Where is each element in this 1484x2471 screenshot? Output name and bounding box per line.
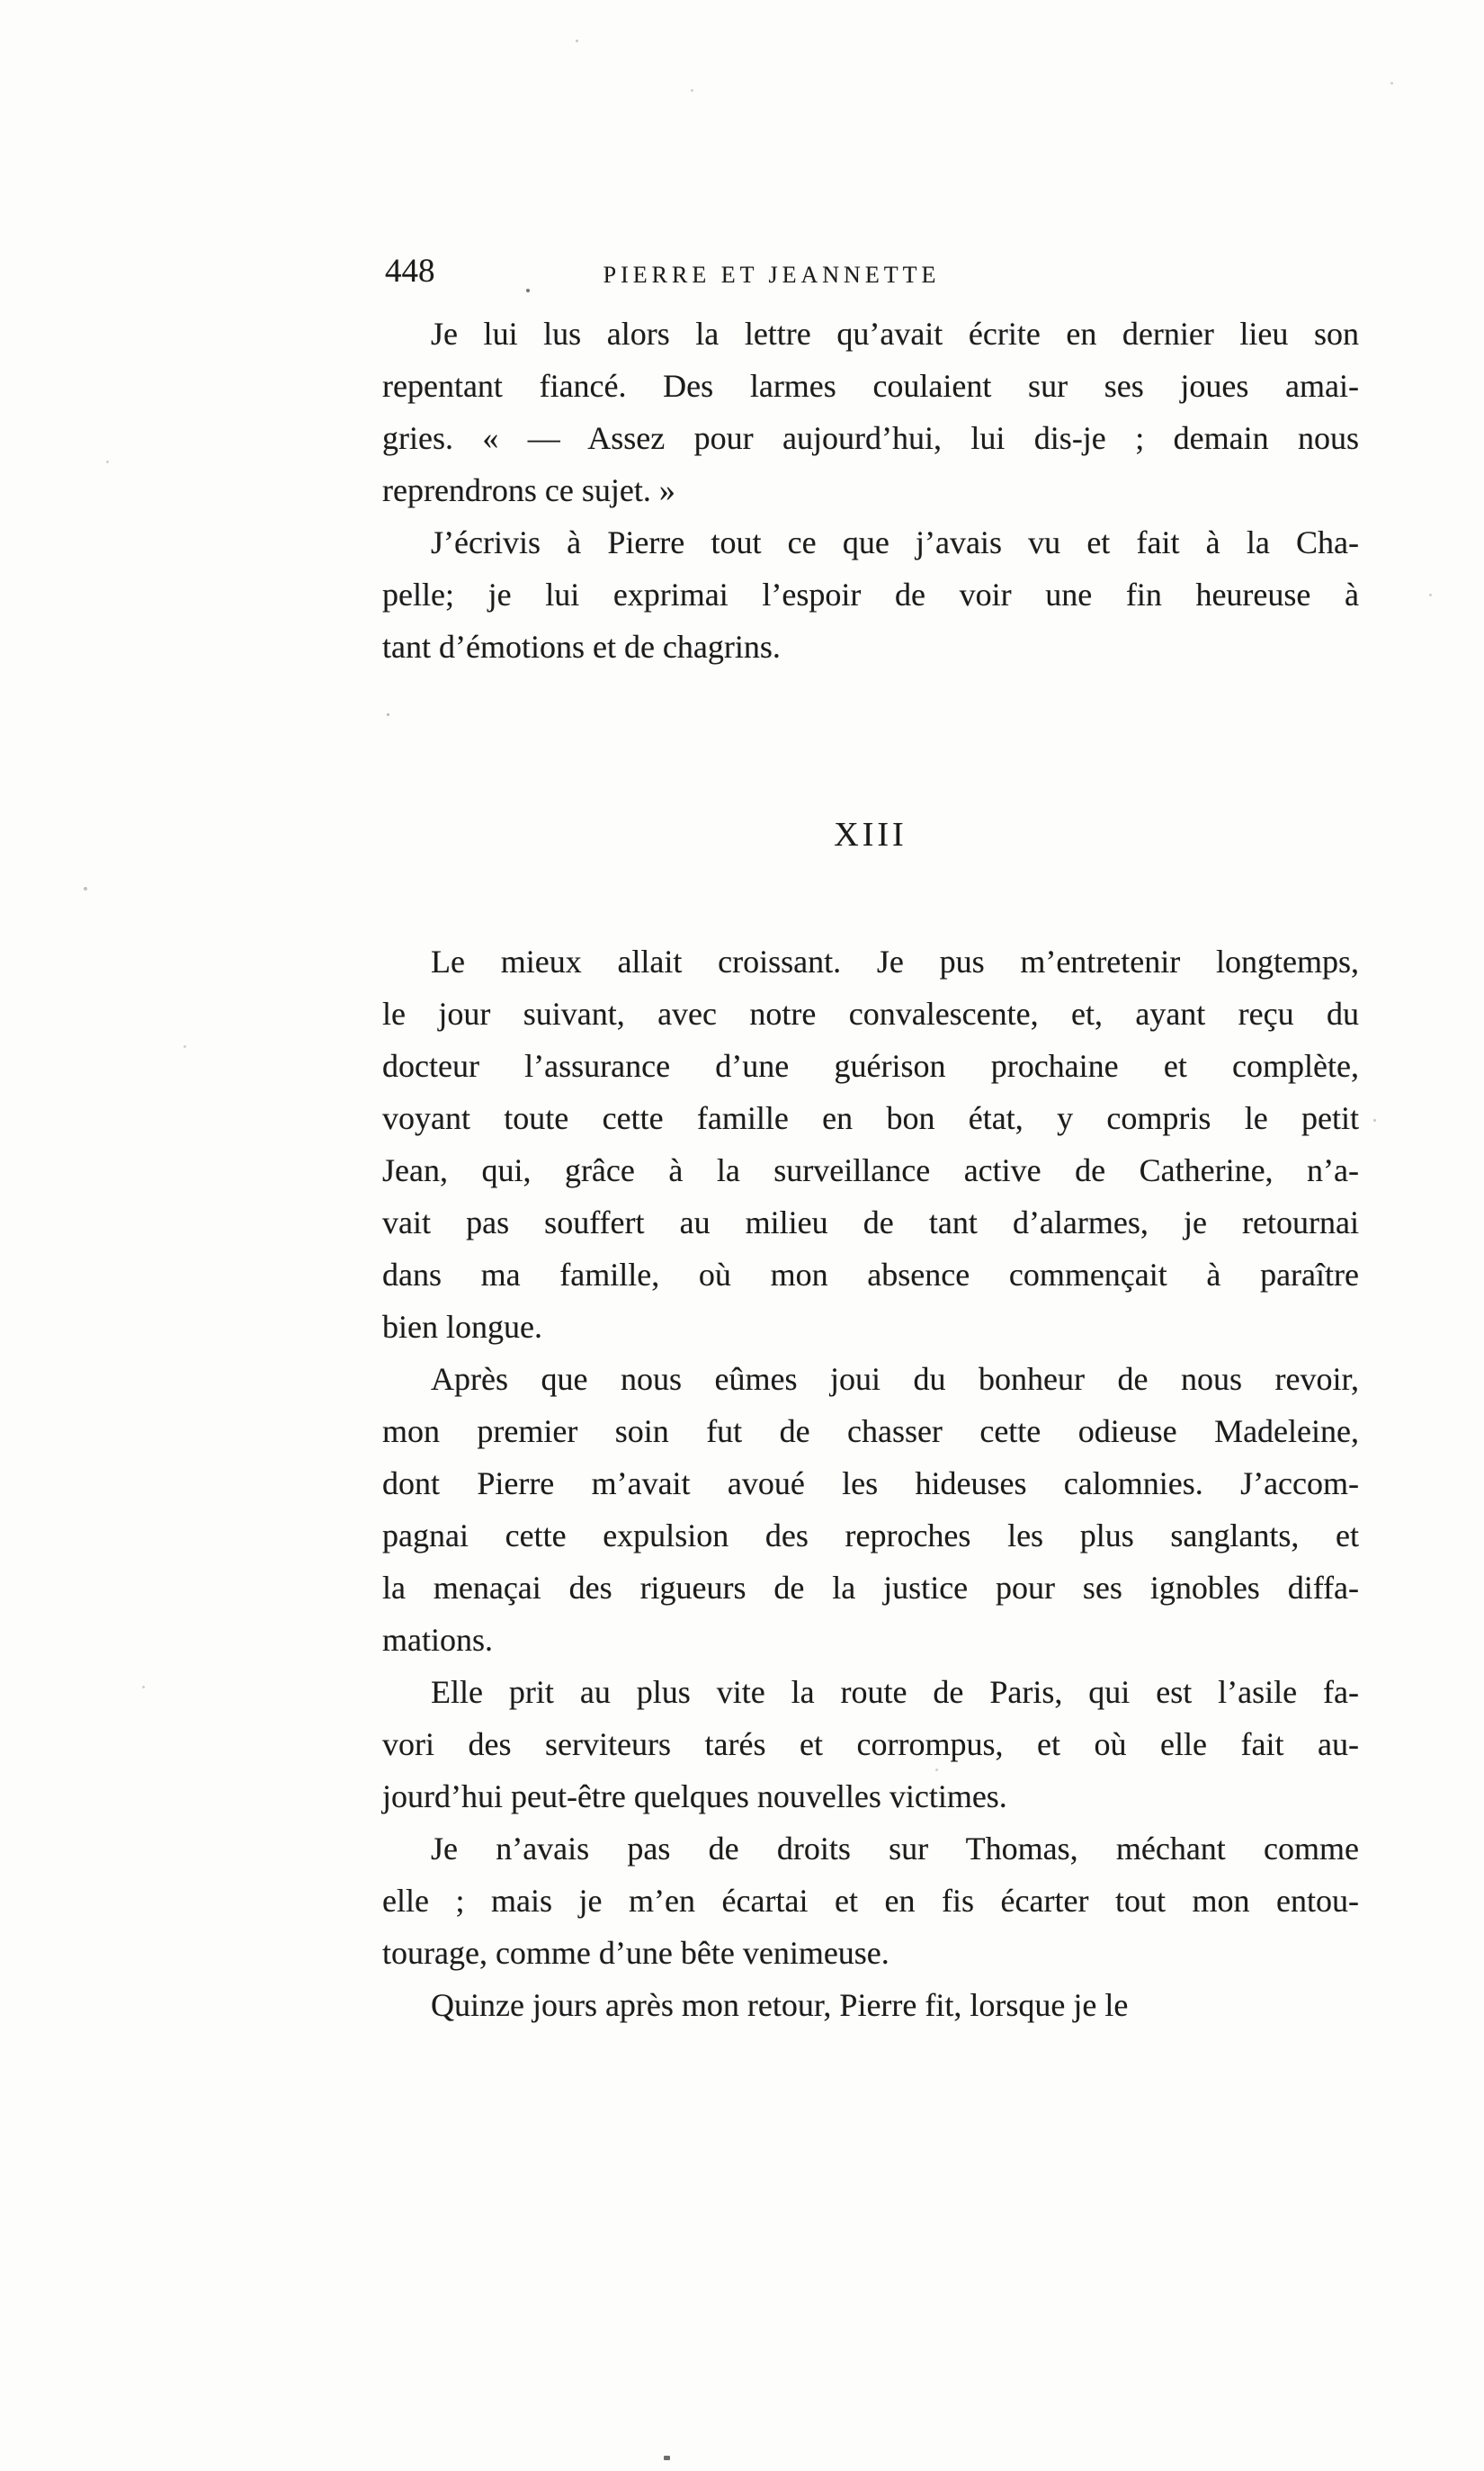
text-line: vait pas souffert au milieu de tant d’alarmes, je retournai <box>382 1204 1359 1240</box>
body-text-after-heading <box>382 936 1359 2031</box>
paragraph <box>382 1979 1359 2031</box>
running-title: PIERRE ET JEANNETTE <box>603 262 941 288</box>
text-line: J’écrivis à Pierre tout ce que j’avais vu et fait à la Cha- <box>431 524 1359 560</box>
scan-speck <box>183 1045 186 1048</box>
text-line: mations. <box>382 1622 493 1658</box>
text-line: Quinze jours après mon retour, Pierre fit, lorsque je le <box>431 1987 1129 2023</box>
text-line: tourage, comme d’une bête venimeuse. <box>382 1935 890 1971</box>
text-line: dont Pierre m’avait avoué les hideuses calomnies. J’accom- <box>382 1465 1359 1501</box>
text-line: pelle; je lui exprimai l’espoir de voir une fin heureuse à <box>382 577 1359 613</box>
text-line: pagnai cette expulsion des reproches les plus sanglants, et <box>382 1518 1359 1553</box>
scan-speck <box>664 2456 670 2460</box>
text-line: docteur l’assurance d’une guérison prochaine et complète, <box>382 1048 1359 1084</box>
scan-speck <box>526 289 530 292</box>
text-line: Le mieux allait croissant. Je pus m’entretenir longtemps, <box>431 944 1359 980</box>
paragraph <box>382 1822 1359 1979</box>
paragraph <box>382 936 1359 1353</box>
scan-speck <box>387 713 389 716</box>
scan-speck <box>84 887 87 891</box>
scan-speck <box>691 89 693 92</box>
paragraph <box>382 1353 1359 1666</box>
scan-speck <box>142 1686 145 1688</box>
scan-speck <box>935 1768 938 1771</box>
text-line: Je n’avais pas de droits sur Thomas, méchant comme <box>431 1831 1359 1867</box>
text-line: voyant toute cette famille en bon état, y compris le petit <box>382 1100 1359 1136</box>
scan-speck <box>576 40 578 42</box>
scan-speck <box>1390 82 1393 85</box>
text-line: Jean, qui, grâce à la surveillance active de Catherine, n’a- <box>382 1152 1359 1188</box>
scan-speck <box>1429 594 1432 596</box>
scan-speck <box>1373 1119 1376 1122</box>
text-line: repentant fiancé. Des larmes coulaient sur ses joues amai- <box>382 368 1359 404</box>
body-text-before-heading <box>382 308 1359 673</box>
text-line: vori des serviteurs tarés et corrompus, et où elle fait au- <box>382 1726 1359 1762</box>
paragraph <box>382 308 1359 516</box>
text-line: le jour suivant, avec notre convalescente, et, ayant reçu du <box>382 996 1359 1032</box>
text-line: jourd’hui peut-être quelques nouvelles victimes. <box>382 1778 1007 1814</box>
paragraph <box>382 516 1359 673</box>
paragraph <box>382 1666 1359 1822</box>
text-line: reprendrons ce sujet. » <box>382 472 675 508</box>
text-line: Elle prit au plus vite la route de Paris, qui est l’asile fa- <box>431 1674 1359 1710</box>
scan-speck <box>106 461 109 463</box>
text-line: la menaçai des rigueurs de la justice pour ses ignobles diffa- <box>382 1570 1359 1606</box>
text-line: Je lui lus alors la lettre qu’avait écrite en dernier lieu son <box>431 316 1359 352</box>
text-line: tant d’émotions et de chagrins. <box>382 629 781 665</box>
text-line: mon premier soin fut de chasser cette odieuse Madeleine, <box>382 1413 1359 1449</box>
text-line: gries. « — Assez pour aujourd’hui, lui dis-je ; demain nous <box>382 420 1359 456</box>
text-line: bien longue. <box>382 1309 542 1345</box>
text-line: elle ; mais je m’en écartai et en fis écarter tout mon entou- <box>382 1883 1359 1919</box>
text-line: dans ma famille, où mon absence commençait à paraître <box>382 1257 1359 1293</box>
chapter-heading: XIII <box>834 816 907 854</box>
text-line: Après que nous eûmes joui du bonheur de nous revoir, <box>431 1361 1359 1397</box>
page-number: 448 <box>385 253 435 290</box>
